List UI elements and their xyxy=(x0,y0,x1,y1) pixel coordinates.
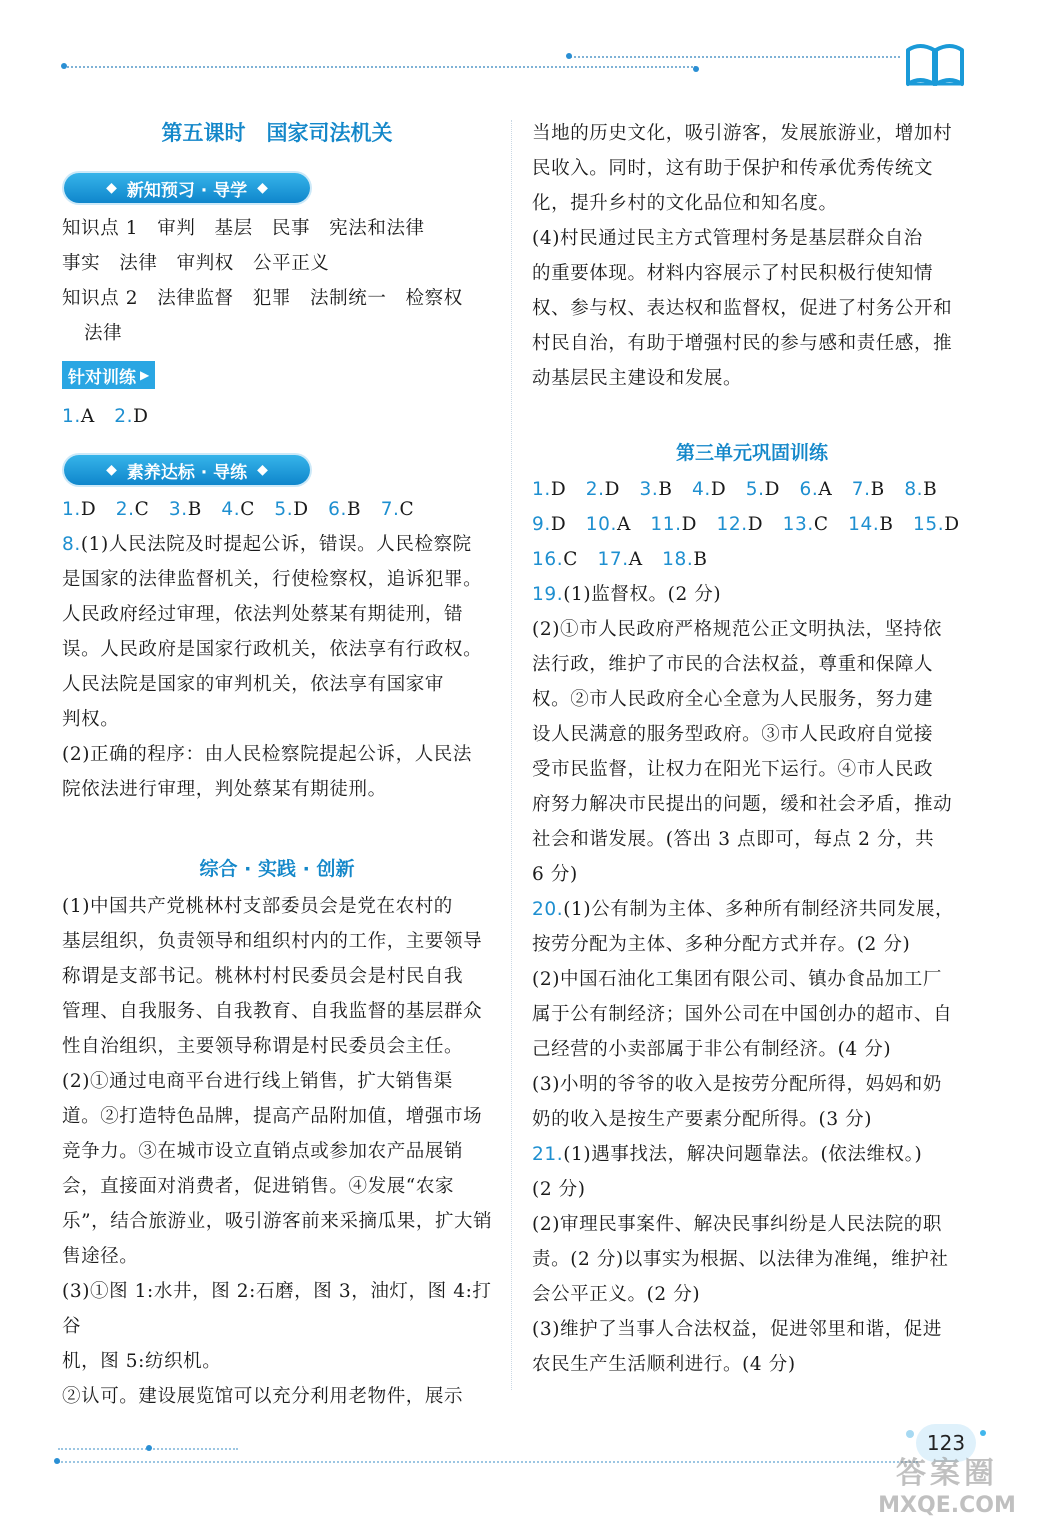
text-line: 售途径。 xyxy=(62,1246,139,1267)
question-number: 8. xyxy=(62,534,81,555)
text-line: 民收入。同时，这有助于保护和传承优秀传统文 xyxy=(532,158,934,179)
answer-value: B xyxy=(347,499,362,520)
knowledge-points xyxy=(62,211,502,351)
section-title-comprehensive: 综合 · 实践 · 创新 xyxy=(199,858,355,880)
answer-value: A xyxy=(818,479,833,500)
k1-line: 知识点 1 审判 基层 民事 宪法和法律 xyxy=(62,218,425,239)
answer-text: (1)遇事找法，解决问题靠法。(依法维权。) xyxy=(563,1144,923,1165)
answer-value: A xyxy=(616,514,631,535)
continued-answers xyxy=(532,116,972,396)
training-answers xyxy=(62,399,502,434)
text-line: 竞争力。③在城市设立直销点或参加农产品展销 xyxy=(62,1141,464,1162)
diamond-icon: ◆ xyxy=(257,462,268,478)
banner-label: 素养达标 · 导练 xyxy=(126,462,248,483)
answer-number: 2. xyxy=(114,406,134,427)
mc-answer-row xyxy=(532,507,972,542)
answer-number: 4. xyxy=(692,479,711,500)
answer-number: 1. xyxy=(62,499,81,520)
q8-line: 是国家的法律监督机关，行使检察权，追诉犯罪。 xyxy=(62,569,483,590)
footer-rule xyxy=(58,1461,918,1463)
watermark xyxy=(862,1456,1032,1520)
q20-line: 奶的收入是按生产要素分配所得。(3 分) xyxy=(532,1109,873,1130)
answer-number: 4. xyxy=(221,499,241,520)
answer-value: D xyxy=(747,514,764,535)
q21-line: (2)审理民事案件、解决民事纠纷是人民法院的职 xyxy=(532,1214,943,1235)
text-line: ②认可。建设展览馆可以充分利用老物件，展示 xyxy=(62,1386,464,1407)
answer-value: B xyxy=(879,514,894,535)
answer-value: C xyxy=(813,514,829,535)
q8-line: (2)正确的程序：由人民检察院提起公诉，人民法 xyxy=(62,744,473,765)
q21-line: (3)维护了当事人合法权益，促进邻里和谐，促进 xyxy=(532,1319,943,1340)
text-line: 动基层民主建设和发展。 xyxy=(532,368,743,389)
q19-line: 受市民监督，让权力在阳光下运行。④市人民政 xyxy=(532,759,934,780)
answer-value: D xyxy=(681,514,698,535)
q20-line: (2)中国石油化工集团有限公司、镇办食品加工厂 xyxy=(532,969,943,990)
text-line: 会，直接面对消费者，促进销售。④发展“农家 xyxy=(62,1176,455,1197)
answer-number: 3. xyxy=(168,499,188,520)
answer-number: 1. xyxy=(532,479,551,500)
text-line: 化，提升乡村的文化品位和知名度。 xyxy=(532,193,838,214)
answer-number: 9. xyxy=(532,514,551,535)
answer-value: D xyxy=(604,479,621,500)
answer-value: A xyxy=(80,406,95,427)
answer-number: 8. xyxy=(904,479,924,500)
answer-value: B xyxy=(923,479,938,500)
footer-dot xyxy=(146,1445,152,1451)
practice-answers xyxy=(62,492,502,807)
answer-number: 12. xyxy=(716,514,748,535)
q21-line: 会公平正义。(2 分) xyxy=(532,1284,701,1305)
answer-value: D xyxy=(710,479,727,500)
banner-preview xyxy=(64,173,310,203)
answer-value: D xyxy=(944,514,960,535)
header-dot xyxy=(566,53,572,59)
answer-value: C xyxy=(240,499,255,520)
text-line: (2)①通过电商平台进行线上销售，扩大销售渠 xyxy=(62,1071,453,1092)
answer-value: D xyxy=(550,479,567,500)
q19-line: (2)①市人民政府严格规范公正文明执法，坚持依 xyxy=(532,619,943,640)
q19-line: 府努力解决市民提出的问题，缓和社会矛盾，推动 xyxy=(532,794,953,815)
unit-review-answers xyxy=(532,472,972,1382)
text-line: 管理、自我服务、自我教育、自我监督的基层群众 xyxy=(62,1001,483,1022)
banner-practice xyxy=(64,455,310,485)
q8-line: 误。人民政府是国家行政机关，依法享有行政权。 xyxy=(62,639,483,660)
diamond-icon: ◆ xyxy=(106,462,117,478)
text-line: 的重要体现。材料内容展示了村民积极行使知情 xyxy=(532,263,934,284)
answer-value: C xyxy=(134,499,150,520)
k1-line: 事实 法律 审判权 公平正义 xyxy=(62,253,330,274)
question-number: 21. xyxy=(532,1144,564,1165)
footer-dot xyxy=(54,1458,60,1464)
answer-number: 7. xyxy=(380,499,400,520)
mc-answer-row xyxy=(62,492,502,527)
text-line: 村民自治，有助于增强村民的参与感和责任感，推 xyxy=(532,333,953,354)
q8-line: 人民政府经过审理，依法判处蔡某有期徒刑，错 xyxy=(62,604,464,625)
text-line: (3)①图 1:水井，图 2:石磨，图 3，油灯，图 4:打谷 xyxy=(62,1281,492,1337)
q21-line: (2 分) xyxy=(532,1179,586,1200)
mc-answer-row xyxy=(532,542,972,577)
q19-line: 法行政，维护了市民的合法权益，尊重和保障人 xyxy=(532,654,934,675)
comprehensive-answers xyxy=(62,889,502,1414)
q21-line xyxy=(532,1137,972,1172)
question-number: 19. xyxy=(532,584,564,605)
tag-label: 针对训练 xyxy=(68,367,136,388)
text-line: 权、参与权、表达权和监督权，促进了村务公开和 xyxy=(532,298,953,319)
q20-line: 己经营的小卖部属于非公有制经济。(4 分) xyxy=(532,1039,892,1060)
badge-dot xyxy=(980,1430,986,1436)
answer-text: (1)公有制为主体、多种所有制经济共同发展， xyxy=(563,899,955,920)
answer-number: 6. xyxy=(799,479,819,500)
q19-line xyxy=(532,577,972,612)
text-line: 当地的历史文化，吸引游客，发展旅游业，增加村 xyxy=(532,123,953,144)
diamond-icon: ◆ xyxy=(106,180,117,196)
text-line: 性自治组织，主要领导称谓是村民委员会主任。 xyxy=(62,1036,464,1057)
q19-line: 社会和谐发展。(答出 3 点即可，每点 2 分，共 xyxy=(532,829,935,850)
q8-line: 人民法院是国家的审判机关，依法享有国家审 xyxy=(62,674,445,695)
answer-number: 3. xyxy=(639,479,659,500)
answer-text: (1)人民法院及时提起公诉，错误。人民检察院 xyxy=(80,534,472,555)
text-line: 机，图 5:纺织机。 xyxy=(62,1351,222,1372)
answer-value: D xyxy=(764,479,781,500)
answer-number: 17. xyxy=(597,549,629,570)
badge-dot xyxy=(906,1430,914,1438)
header-rule-short xyxy=(570,56,900,58)
answer-number: 14. xyxy=(848,514,880,535)
q20-line: 属于公有制经济；国外公司在中国创办的超市、自 xyxy=(532,1004,953,1025)
column-divider xyxy=(511,120,512,1390)
q21-line: 责。(2 分)以事实为根据、以法律为准绳，维护社 xyxy=(532,1249,949,1270)
answer-number: 2. xyxy=(585,479,605,500)
q8-line: 院依法进行审理，判处蔡某有期徒刑。 xyxy=(62,779,387,800)
q19-line: 6 分) xyxy=(532,864,578,885)
answer-number: 5. xyxy=(745,479,765,500)
watermark-logo: 答案圈 xyxy=(896,1456,998,1491)
text-line: 基层组织，负责领导和组织村内的工作，主要领导 xyxy=(62,931,483,952)
q8-line xyxy=(62,527,502,562)
answer-number: 15. xyxy=(913,514,945,535)
answer-value: B xyxy=(870,479,885,500)
answer-value: D xyxy=(293,499,309,520)
k2-line: 法律 xyxy=(84,323,123,344)
answer-value: B xyxy=(693,549,708,570)
answer-value: D xyxy=(133,406,149,427)
k2-line: 知识点 2 法律监督 犯罪 法制统一 检察权 xyxy=(62,288,463,309)
answer-number: 2. xyxy=(115,499,135,520)
answer-value: B xyxy=(187,499,202,520)
page-number: 123 xyxy=(926,1431,966,1455)
q19-line: 权。②市人民政府全心全意为人民服务，努力建 xyxy=(532,689,934,710)
watermark-url: MXQE.COM xyxy=(878,1493,1016,1518)
header-dot xyxy=(61,63,67,69)
q8-line: 判权。 xyxy=(62,709,120,730)
q19-line: 设人民满意的服务型政府。③市人民政府自觉接 xyxy=(532,724,934,745)
answer-number: 10. xyxy=(585,514,617,535)
answer-value: C xyxy=(399,499,415,520)
answer-number: 5. xyxy=(274,499,294,520)
answer-number: 6. xyxy=(328,499,348,520)
answer-number: 16. xyxy=(532,549,564,570)
text-line: (1)中国共产党桃林村支部委员会是党在农村的 xyxy=(62,896,453,917)
answer-number: 7. xyxy=(851,479,871,500)
q21-line: 农民生产生活顺利进行。(4 分) xyxy=(532,1354,796,1375)
banner-label: 新知预习 · 导学 xyxy=(126,180,248,201)
answer-value: D xyxy=(550,514,567,535)
text-line: 道。②打造特色品牌，提高产品附加值，增强市场 xyxy=(62,1106,483,1127)
mc-answer-row xyxy=(532,472,972,507)
header-dot xyxy=(693,66,699,72)
header-rule xyxy=(64,66,696,68)
triangle-icon: ▶ xyxy=(140,368,150,382)
answer-number: 1. xyxy=(62,406,81,427)
answer-value: A xyxy=(628,549,643,570)
answer-value: C xyxy=(563,549,578,570)
q20-line xyxy=(532,892,972,927)
answer-value: B xyxy=(658,479,673,500)
q20-line: 按劳分配为主体、多种分配方式并存。(2 分) xyxy=(532,934,911,955)
answer-value: D xyxy=(80,499,97,520)
unit-review-title: 第三单元巩固训练 xyxy=(675,442,828,464)
q20-line: (3)小明的爷爷的收入是按劳分配所得，妈妈和奶 xyxy=(532,1074,943,1095)
book-icon xyxy=(904,40,966,88)
question-number: 20. xyxy=(532,899,564,920)
answer-number: 11. xyxy=(650,514,682,535)
text-line: 乐”，结合旅游业，吸引游客前来采摘瓜果，扩大销 xyxy=(62,1211,493,1232)
answer-number: 13. xyxy=(782,514,814,535)
diamond-icon: ◆ xyxy=(257,180,268,196)
tag-training xyxy=(62,361,155,389)
answer-text: (1)监督权。(2 分) xyxy=(563,584,722,605)
text-line: (4)村民通过民主方式管理村务是基层群众自治 xyxy=(532,228,923,249)
lesson-title: 第五课时 国家司法机关 xyxy=(161,121,393,145)
answer-number: 18. xyxy=(662,549,694,570)
text-line: 称谓是支部书记。桃林村村民委员会是村民自我 xyxy=(62,966,464,987)
